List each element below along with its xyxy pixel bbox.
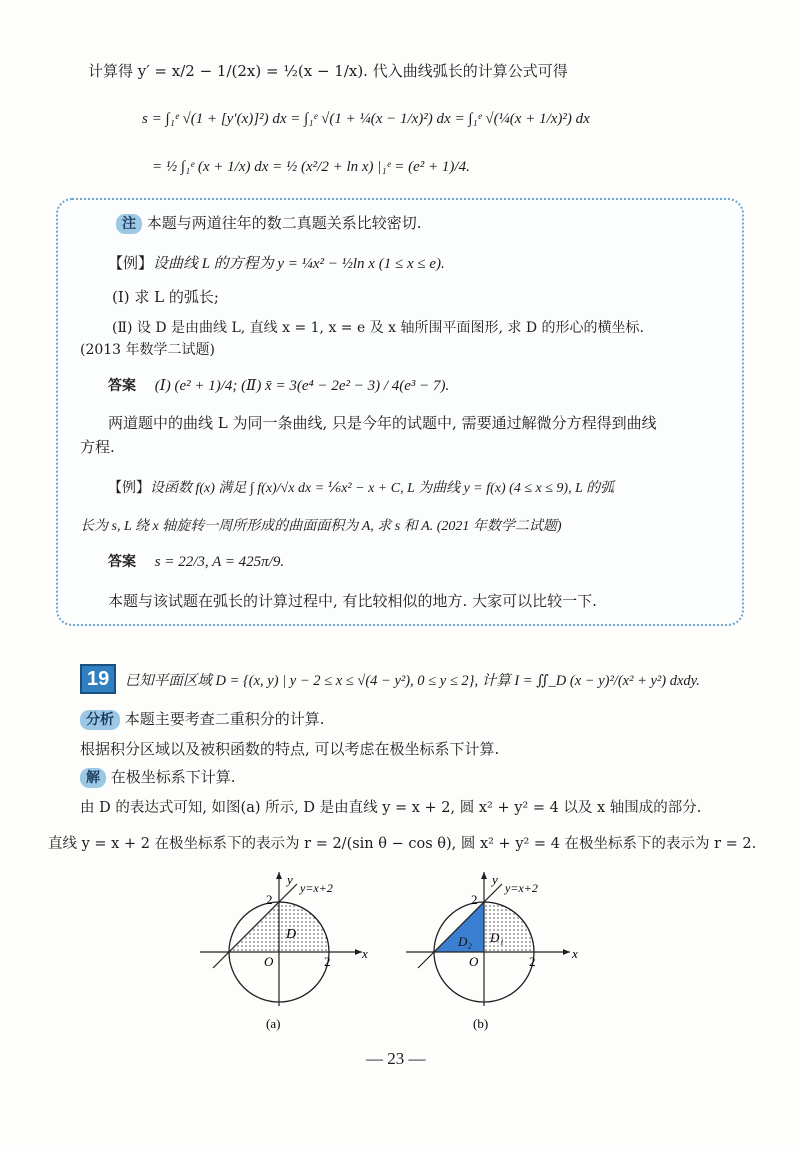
origin-label: O bbox=[264, 954, 274, 969]
figure-a bbox=[200, 872, 368, 1031]
note-badge: 注 bbox=[116, 214, 142, 234]
solution-text: 在极坐标系下计算. bbox=[110, 768, 236, 786]
tick-y: 2 bbox=[471, 892, 478, 907]
compare-text-1: 两道题中的曲线 L 为同一条曲线, 只是今年的试题中, 需要通过解微分方程得到曲线 bbox=[108, 414, 657, 432]
analysis-line bbox=[80, 708, 325, 731]
origin-label: O bbox=[469, 954, 479, 969]
question-text: 已知平面区域 D = {(x, y) | y − 2 ≤ x ≤ √(4 − y²), 0 ≤ y ≤ 2}, 计算 I = ∬_D (x − y)²/(x² + y²) dxdy. bbox=[124, 673, 700, 689]
question-number: 19 bbox=[80, 664, 116, 694]
figures bbox=[200, 868, 600, 1036]
region-label: D bbox=[286, 927, 297, 942]
y-label: y bbox=[492, 872, 498, 887]
figure-b bbox=[406, 872, 578, 1031]
solution-badge: 解 bbox=[80, 768, 106, 788]
x-label: x bbox=[572, 946, 578, 961]
y-label: y bbox=[287, 872, 293, 887]
x-label: x bbox=[362, 946, 368, 961]
caption-b: (b) bbox=[473, 1016, 489, 1031]
compare-text-1-cont: 方程. bbox=[80, 438, 115, 456]
caption-a: (a) bbox=[266, 1016, 281, 1031]
line-label: y=x+2 bbox=[505, 881, 538, 895]
example2-line2: 长为 s, L 绕 x 轴旋转一周所形成的曲面面积为 A, 求 s 和 A. (2021 年数学二试题) bbox=[80, 519, 562, 534]
region-d2-label: D₂ bbox=[458, 934, 472, 949]
example1-answer bbox=[108, 374, 449, 398]
question-stem bbox=[80, 664, 700, 694]
example1-part1: (Ⅰ) 求 L 的弧长; bbox=[112, 288, 219, 306]
example1-stem bbox=[108, 252, 445, 276]
example1-text: 设曲线 L 的方程为 y = ¼x² − ½ln x (1 ≤ x ≤ e). bbox=[153, 256, 445, 272]
arc-length-result: = ½ ∫₁ᵉ (x + 1/x) dx = ½ (x²/2 + ln x) |₁ᵉ = (e² + 1)/4. bbox=[152, 159, 470, 175]
example-label: 【例】 bbox=[108, 254, 154, 272]
analysis-badge: 分析 bbox=[80, 710, 120, 730]
answer-text: s = 22/3, A = 425π/9. bbox=[154, 554, 285, 570]
solution-line-2: 直线 y = x + 2 在极坐标系下的表示为 r = 2/(sin θ − cos θ), 圆 x² + y² = 4 在极坐标系下的表示为 r = 2. bbox=[48, 836, 757, 852]
region-d1-label: D₁ bbox=[490, 930, 504, 945]
example1-part2: (Ⅱ) 设 D 是由曲线 L, 直线 x = 1, x = e 及 x 轴所围平面图形, 求 D 的形心的横坐标. bbox=[112, 320, 644, 336]
compare-text-2: 本题与该试题在弧长的计算过程中, 有比较相似的地方. 大家可以比较一下. bbox=[108, 592, 597, 610]
tick-y: 2 bbox=[266, 892, 273, 907]
answer-label: 答案 bbox=[108, 554, 136, 570]
arc-length-formula: s = ∫₁ᵉ √(1 + [y′(x)]²) dx = ∫₁ᵉ √(1 + ¼(x − 1/x)²) dx = ∫₁ᵉ √(¼(x + 1/x)²) dx bbox=[142, 111, 590, 127]
note-heading bbox=[116, 212, 422, 235]
solution-line bbox=[80, 766, 236, 789]
answer-text: (Ⅰ) (e² + 1)/4; (Ⅱ) x̄ = 3(e⁴ − 2e² − 3) / 4(e³ − 7). bbox=[154, 378, 450, 394]
note-text: 本题与两道往年的数二真题关系比较密切. bbox=[146, 214, 422, 232]
example1-source: (2013 年数学二试题) bbox=[80, 342, 216, 358]
page-number: — 23 — bbox=[366, 1049, 426, 1068]
intro-line: 计算得 y′ = x/2 − 1/(2x) = ½(x − 1/x). 代入曲线弧长的计算公式可得 bbox=[88, 62, 568, 80]
example-label: 【例】 bbox=[108, 480, 150, 496]
example2-answer bbox=[108, 550, 284, 574]
example2-line1 bbox=[108, 478, 614, 499]
tick-x: 2 bbox=[324, 954, 331, 969]
analysis-text: 本题主要考查二重积分的计算. bbox=[124, 710, 325, 728]
answer-label: 答案 bbox=[108, 378, 136, 394]
line-label: y=x+2 bbox=[300, 881, 333, 895]
analysis-detail: 根据积分区域以及被积函数的特点, 可以考虑在极坐标系下计算. bbox=[80, 740, 500, 758]
tick-x: 2 bbox=[529, 954, 536, 969]
example2-text: 设函数 f(x) 满足 ∫ f(x)/√x dx = ⅙x² − x + C, L 为曲线 y = f(x) (4 ≤ x ≤ 9), L 的弧 bbox=[150, 481, 615, 496]
solution-line-1: 由 D 的表达式可知, 如图(a) 所示, D 是由直线 y = x + 2, 圆 x² + y² = 4 以及 x 轴围成的部分. bbox=[80, 800, 702, 816]
